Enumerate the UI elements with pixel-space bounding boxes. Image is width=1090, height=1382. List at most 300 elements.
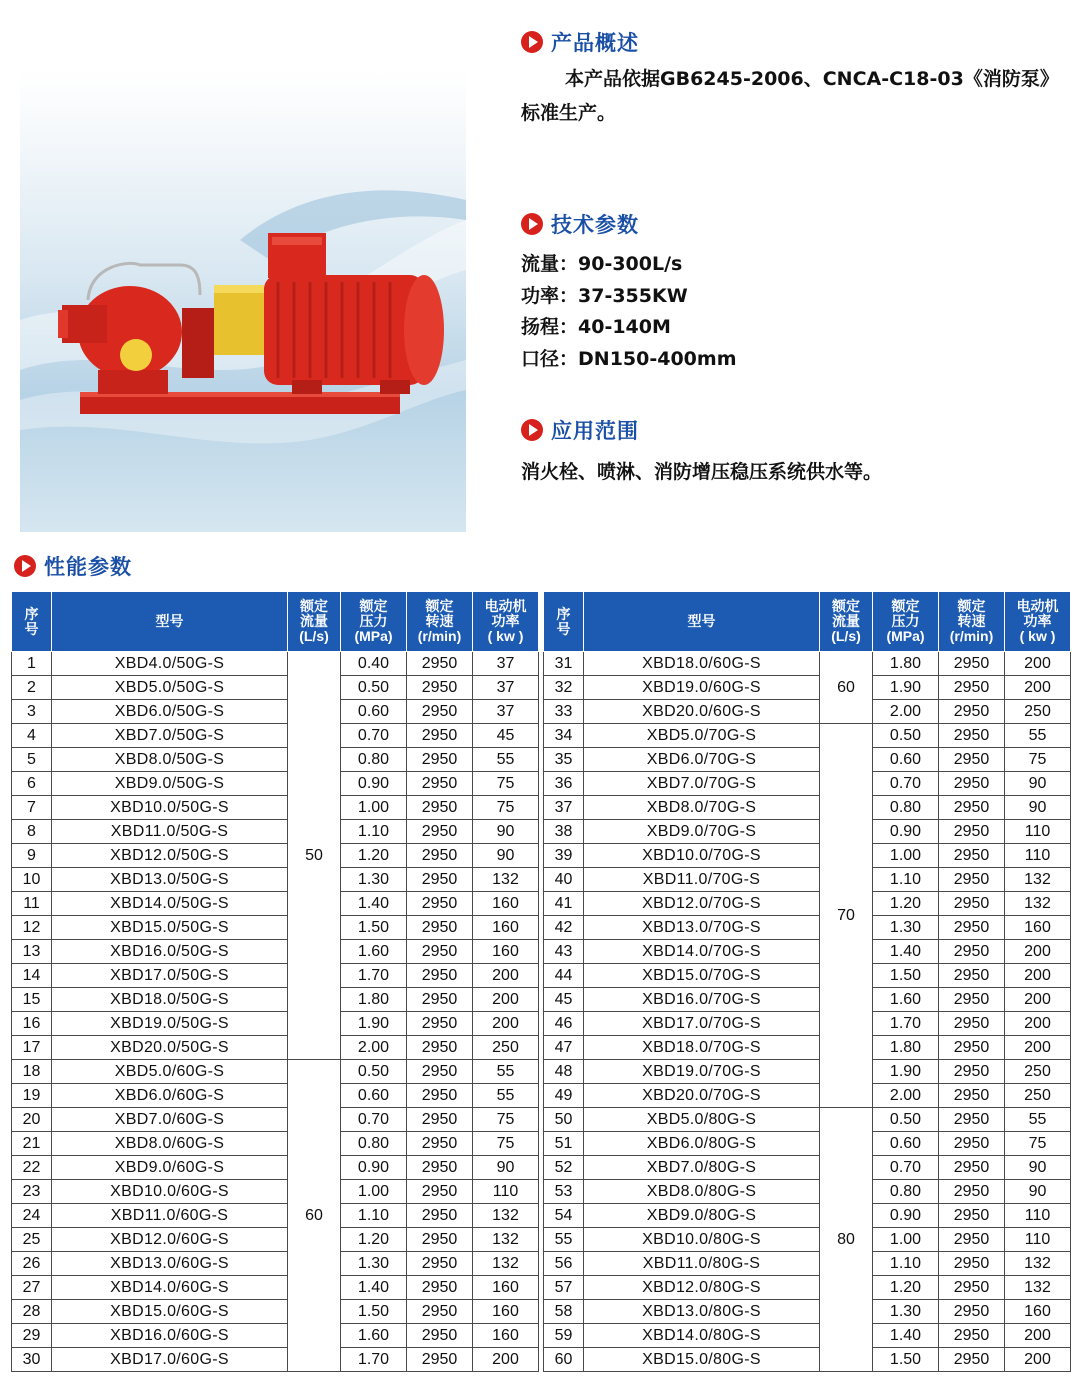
cell-pressure: 1.30 [341,868,407,892]
table-header-row [544,592,1071,652]
cell-power: 45 [473,724,539,748]
cell-power: 37 [473,700,539,724]
cell-no: 39 [544,844,584,868]
cell-model: XBD10.0/80G-S [584,1228,820,1252]
cell-model: XBD12.0/70G-S [584,892,820,916]
cell-flow: 70 [820,724,873,1108]
cell-no: 36 [544,772,584,796]
cell-pressure: 0.70 [873,1156,939,1180]
cell-speed: 2950 [939,772,1005,796]
cell-pressure: 1.00 [873,1228,939,1252]
cell-speed: 2950 [939,1012,1005,1036]
cell-no: 22 [12,1156,52,1180]
header-text: 电动机 [1016,598,1059,614]
cell-speed: 2950 [939,892,1005,916]
performance-heading [14,551,132,581]
cell-no: 13 [12,940,52,964]
cell-power: 160 [473,940,539,964]
cell-model: XBD5.0/50G-S [52,676,288,700]
cell-power: 75 [473,796,539,820]
cell-pressure: 1.50 [341,1300,407,1324]
application-text: 消火栓、喷淋、消防增压稳压系统供水等。 [521,461,883,483]
cell-model: XBD19.0/50G-S [52,1012,288,1036]
table-row [544,700,1071,724]
spec-power [521,281,688,308]
table-row [12,1180,539,1204]
cell-speed: 2950 [939,1180,1005,1204]
cell-power: 250 [1005,1084,1071,1108]
cell-power: 132 [473,1228,539,1252]
cell-speed: 2950 [939,940,1005,964]
cell-flow: 60 [288,1060,341,1372]
header-text: (r/min) [949,628,994,644]
cell-no: 43 [544,940,584,964]
cell-power: 132 [1005,1252,1071,1276]
cell-model: XBD11.0/70G-S [584,868,820,892]
table-row [12,964,539,988]
cell-flow: 50 [288,652,341,1060]
spec-label: 口径： [521,348,579,370]
cell-model: XBD17.0/50G-S [52,964,288,988]
cell-speed: 2950 [939,796,1005,820]
cell-speed: 2950 [939,1156,1005,1180]
cell-no: 24 [12,1204,52,1228]
cell-pressure: 0.60 [341,700,407,724]
header-text: 流量 [300,613,328,629]
cell-no: 42 [544,916,584,940]
cell-pressure: 1.20 [873,1276,939,1300]
cell-speed: 2950 [407,652,473,676]
cell-model: XBD15.0/60G-S [52,1300,288,1324]
cell-model: XBD13.0/60G-S [52,1252,288,1276]
table-row [544,652,1071,676]
table-row [544,916,1071,940]
header-no [544,592,584,652]
header-pressure [873,592,939,652]
cell-speed: 2950 [939,1252,1005,1276]
cell-no: 44 [544,964,584,988]
table-row [12,1132,539,1156]
cell-no: 7 [12,796,52,820]
cell-speed: 2950 [407,1324,473,1348]
cell-no: 3 [12,700,52,724]
cell-model: XBD5.0/60G-S [52,1060,288,1084]
cell-speed: 2950 [939,1276,1005,1300]
cell-model: XBD11.0/60G-S [52,1204,288,1228]
cell-pressure: 1.00 [873,844,939,868]
cell-model: XBD20.0/70G-S [584,1084,820,1108]
cell-pressure: 1.70 [873,1012,939,1036]
cell-pressure: 2.00 [873,1084,939,1108]
cell-model: XBD17.0/70G-S [584,1012,820,1036]
header-text: 功率 [491,613,520,629]
cell-pressure: 0.50 [873,724,939,748]
cell-model: XBD11.0/80G-S [584,1252,820,1276]
cell-no: 35 [544,748,584,772]
spec-caliber [521,344,737,371]
cell-no: 11 [12,892,52,916]
cell-speed: 2950 [407,1252,473,1276]
cell-no: 17 [12,1036,52,1060]
cell-speed: 2950 [407,748,473,772]
cell-model: XBD14.0/70G-S [584,940,820,964]
cell-power: 55 [473,1060,539,1084]
header-text: 号 [556,620,571,637]
cell-model: XBD20.0/50G-S [52,1036,288,1060]
tech-heading [521,209,639,239]
table-row [12,868,539,892]
cell-model: XBD10.0/60G-S [52,1180,288,1204]
cell-pressure: 0.50 [341,676,407,700]
table-row [12,1156,539,1180]
cell-model: XBD6.0/60G-S [52,1084,288,1108]
cell-power: 132 [473,1204,539,1228]
cell-pressure: 0.90 [341,1156,407,1180]
cell-no: 45 [544,988,584,1012]
cell-power: 200 [1005,1012,1071,1036]
cell-pressure: 0.50 [341,1060,407,1084]
cell-pressure: 2.00 [341,1036,407,1060]
cell-pressure: 1.80 [873,1036,939,1060]
cell-pressure: 1.60 [341,940,407,964]
cell-no: 30 [12,1348,52,1372]
table-row [12,1324,539,1348]
header-text: 转速 [425,613,454,629]
table-row [544,1348,1071,1372]
cell-speed: 2950 [407,1084,473,1108]
table-row [12,1060,539,1084]
cell-power: 55 [1005,1108,1071,1132]
table-row [12,1036,539,1060]
table-row [12,1276,539,1300]
cell-speed: 2950 [407,916,473,940]
cell-no: 10 [12,868,52,892]
cell-speed: 2950 [407,1228,473,1252]
cell-model: XBD16.0/70G-S [584,988,820,1012]
cell-no: 51 [544,1132,584,1156]
cell-pressure: 0.50 [873,1108,939,1132]
product-photo [20,70,466,532]
cell-model: XBD19.0/60G-S [584,676,820,700]
table-row [544,940,1071,964]
cell-pressure: 1.70 [341,1348,407,1372]
cell-no: 32 [544,676,584,700]
cell-pressure: 1.20 [873,892,939,916]
cell-no: 31 [544,652,584,676]
cell-power: 160 [473,1300,539,1324]
cell-model: XBD4.0/50G-S [52,652,288,676]
header-model [584,592,820,652]
table-row [12,940,539,964]
cell-no: 58 [544,1300,584,1324]
cell-pressure: 0.70 [341,1108,407,1132]
header-flow [288,592,341,652]
cell-model: XBD12.0/80G-S [584,1276,820,1300]
cell-model: XBD16.0/50G-S [52,940,288,964]
overview-heading [521,27,639,57]
application-title: 应用范围 [551,419,639,443]
spec-head [521,312,671,339]
header-text: 流量 [832,613,860,629]
cell-no: 54 [544,1204,584,1228]
cell-no: 1 [12,652,52,676]
cell-no: 14 [12,964,52,988]
cell-speed: 2950 [407,1036,473,1060]
cell-model: XBD8.0/80G-S [584,1180,820,1204]
cell-pressure: 1.60 [873,988,939,1012]
cell-power: 110 [1005,820,1071,844]
table-row [544,1180,1071,1204]
cell-pressure: 1.20 [341,844,407,868]
cell-pressure: 1.40 [341,892,407,916]
header-no [12,592,52,652]
cell-model: XBD18.0/70G-S [584,1036,820,1060]
table-row [544,748,1071,772]
spec-label: 功率： [521,285,579,307]
cell-no: 48 [544,1060,584,1084]
play-bullet-icon [521,31,543,53]
table-row [12,1084,539,1108]
table-row [12,1252,539,1276]
table-row [544,1300,1071,1324]
cell-no: 28 [12,1300,52,1324]
header-text: (L/s) [299,628,329,644]
cell-speed: 2950 [407,676,473,700]
cell-power: 200 [473,1012,539,1036]
header-text: 额定 [957,598,986,614]
cell-speed: 2950 [939,868,1005,892]
cell-speed: 2950 [939,964,1005,988]
cell-speed: 2950 [939,1036,1005,1060]
table-row [544,1132,1071,1156]
cell-pressure: 1.50 [341,916,407,940]
cell-pressure: 1.70 [341,964,407,988]
cell-speed: 2950 [939,820,1005,844]
cell-pressure: 0.60 [873,748,939,772]
cell-speed: 2950 [407,1156,473,1180]
cell-power: 200 [473,1348,539,1372]
cell-flow: 60 [820,652,873,724]
table-row [544,1324,1071,1348]
cell-power: 132 [473,868,539,892]
cell-power: 250 [473,1036,539,1060]
cell-model: XBD12.0/60G-S [52,1228,288,1252]
cell-no: 21 [12,1132,52,1156]
cell-model: XBD9.0/60G-S [52,1156,288,1180]
cell-speed: 2950 [407,820,473,844]
cell-model: XBD8.0/60G-S [52,1132,288,1156]
cell-no: 18 [12,1060,52,1084]
spec-value: 40-140M [578,316,671,338]
table-row [544,676,1071,700]
cell-speed: 2950 [939,1132,1005,1156]
cell-model: XBD10.0/70G-S [584,844,820,868]
cell-no: 52 [544,1156,584,1180]
header-text: (MPa) [886,628,925,644]
header-text: 型号 [687,613,716,629]
cell-speed: 2950 [407,964,473,988]
cell-no: 50 [544,1108,584,1132]
header-text: (r/min) [417,628,462,644]
cell-model: XBD8.0/50G-S [52,748,288,772]
cell-speed: 2950 [407,1276,473,1300]
cell-power: 75 [1005,748,1071,772]
cell-pressure: 1.50 [873,964,939,988]
table-row [544,1204,1071,1228]
header-text: 额定 [359,598,388,614]
cell-model: XBD6.0/80G-S [584,1132,820,1156]
cell-power: 160 [473,1276,539,1300]
cell-model: XBD6.0/70G-S [584,748,820,772]
cell-no: 19 [12,1084,52,1108]
cell-model: XBD12.0/50G-S [52,844,288,868]
cell-pressure: 1.00 [341,796,407,820]
cell-pressure: 1.60 [341,1324,407,1348]
header-text: ( kw ) [487,628,524,644]
cell-power: 200 [1005,940,1071,964]
table-row [544,1276,1071,1300]
cell-model: XBD13.0/70G-S [584,916,820,940]
header-model [52,592,288,652]
table-row [544,844,1071,868]
cell-no: 5 [12,748,52,772]
cell-no: 57 [544,1276,584,1300]
cell-pressure: 0.70 [873,772,939,796]
cell-speed: 2950 [407,1300,473,1324]
cell-no: 49 [544,1084,584,1108]
cell-power: 200 [1005,652,1071,676]
cell-pressure: 1.10 [873,1252,939,1276]
table-row [12,1348,539,1372]
cell-no: 16 [12,1012,52,1036]
cell-model: XBD13.0/50G-S [52,868,288,892]
header-power [1005,592,1071,652]
table-row [12,1012,539,1036]
cell-pressure: 0.60 [341,1084,407,1108]
header-text: 转速 [957,613,986,629]
overview-title: 产品概述 [551,31,639,55]
cell-model: XBD8.0/70G-S [584,796,820,820]
cell-speed: 2950 [939,724,1005,748]
table-row [544,724,1071,748]
header-text: 压力 [891,613,920,629]
cell-speed: 2950 [407,1060,473,1084]
cell-model: XBD9.0/80G-S [584,1204,820,1228]
cell-pressure: 1.40 [341,1276,407,1300]
cell-pressure: 0.80 [873,1180,939,1204]
table-row [12,652,539,676]
cell-pressure: 1.90 [873,676,939,700]
header-text: 功率 [1023,613,1052,629]
cell-flow: 80 [820,1108,873,1372]
cell-no: 40 [544,868,584,892]
cell-pressure: 1.30 [873,916,939,940]
header-text: 号 [24,620,39,637]
table-row [544,772,1071,796]
cell-pressure: 1.40 [873,940,939,964]
cell-no: 15 [12,988,52,1012]
cell-model: XBD10.0/50G-S [52,796,288,820]
spec-label: 扬程： [521,316,579,338]
cell-speed: 2950 [407,1132,473,1156]
header-text: 压力 [359,613,388,629]
table-row [12,988,539,1012]
application-heading [521,415,639,445]
play-bullet-icon [14,555,36,577]
cell-power: 75 [1005,1132,1071,1156]
cell-pressure: 1.20 [341,1228,407,1252]
cell-no: 47 [544,1036,584,1060]
cell-speed: 2950 [407,1108,473,1132]
cell-power: 200 [1005,964,1071,988]
cell-speed: 2950 [939,700,1005,724]
cell-no: 60 [544,1348,584,1372]
cell-power: 110 [1005,1204,1071,1228]
cell-model: XBD17.0/60G-S [52,1348,288,1372]
table-row [12,796,539,820]
cell-pressure: 0.80 [873,796,939,820]
cell-pressure: 0.40 [341,652,407,676]
cell-power: 110 [1005,844,1071,868]
cell-no: 33 [544,700,584,724]
cell-speed: 2950 [407,700,473,724]
performance-table-left [11,591,539,1372]
cell-model: XBD19.0/70G-S [584,1060,820,1084]
spec-value: 37-355KW [578,285,688,307]
overview-text-line2: 标准生产。 [521,102,617,124]
cell-no: 23 [12,1180,52,1204]
cell-speed: 2950 [407,1012,473,1036]
cell-power: 55 [1005,724,1071,748]
cell-model: XBD20.0/60G-S [584,700,820,724]
cell-speed: 2950 [407,940,473,964]
table-row [12,892,539,916]
cell-speed: 2950 [407,868,473,892]
performance-table-right [543,591,1071,1372]
cell-pressure: 1.10 [873,868,939,892]
cell-model: XBD15.0/70G-S [584,964,820,988]
cell-no: 9 [12,844,52,868]
cell-speed: 2950 [407,1348,473,1372]
cell-no: 59 [544,1324,584,1348]
cell-pressure: 0.60 [873,1132,939,1156]
header-text: 额定 [425,598,454,614]
header-text: 型号 [155,613,184,629]
cell-speed: 2950 [407,892,473,916]
cell-model: XBD9.0/70G-S [584,820,820,844]
table-row [544,988,1071,1012]
cell-speed: 2950 [939,1060,1005,1084]
play-bullet-icon [521,419,543,441]
cell-power: 75 [473,772,539,796]
header-text: (MPa) [354,628,393,644]
cell-power: 37 [473,676,539,700]
table-row [544,1084,1071,1108]
cell-no: 53 [544,1180,584,1204]
cell-power: 110 [473,1180,539,1204]
table-row [544,1252,1071,1276]
header-speed [407,592,473,652]
cell-power: 90 [1005,1180,1071,1204]
cell-power: 160 [473,1324,539,1348]
cell-speed: 2950 [939,652,1005,676]
cell-model: XBD5.0/80G-S [584,1108,820,1132]
cell-pressure: 1.10 [341,820,407,844]
cell-model: XBD11.0/50G-S [52,820,288,844]
table-row [12,1108,539,1132]
table-header-row [12,592,539,652]
cell-no: 20 [12,1108,52,1132]
